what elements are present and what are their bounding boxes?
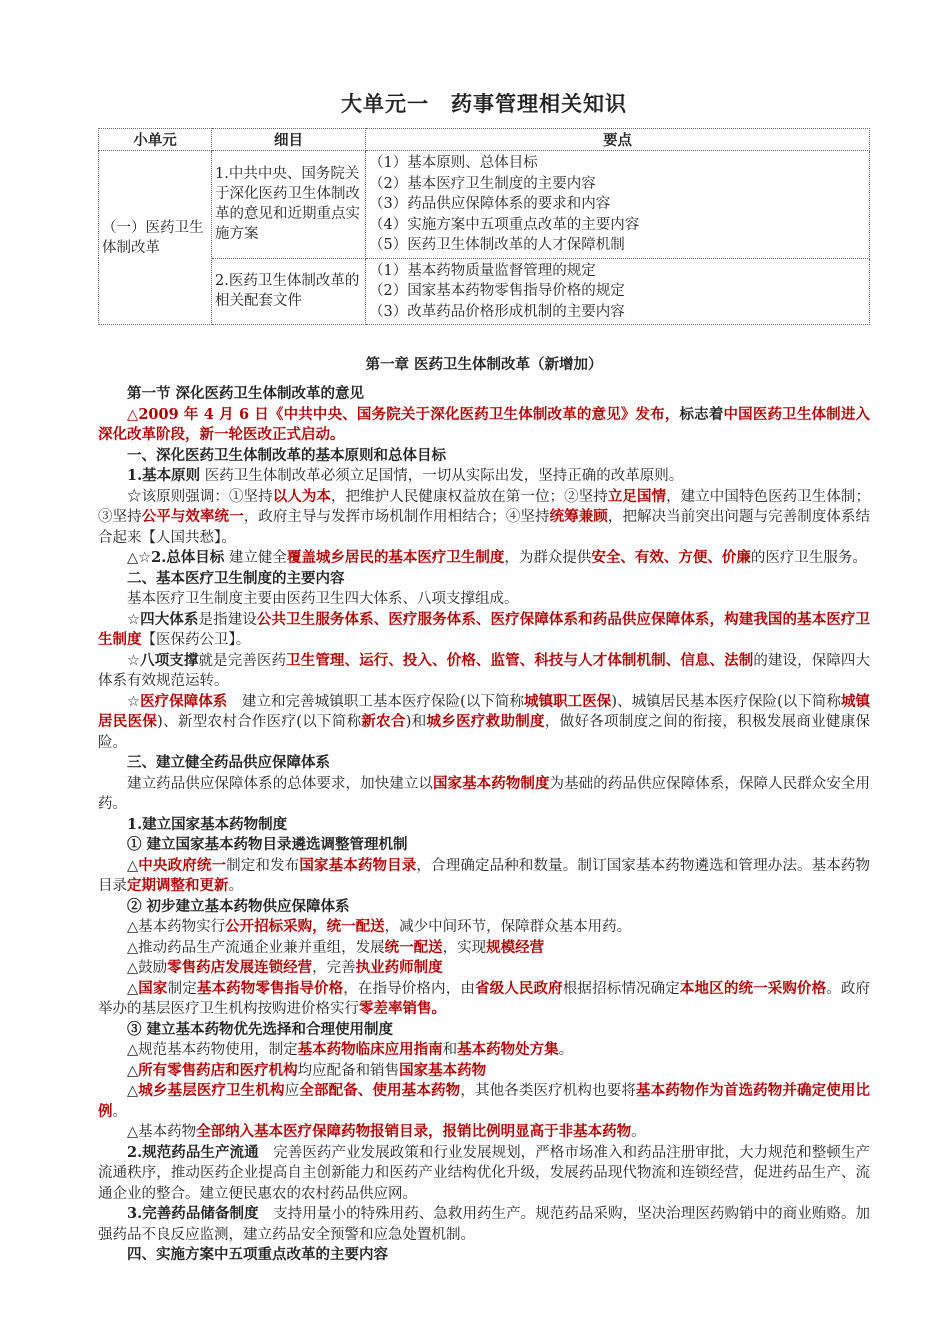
subheading: ① 建立国家基本药物目录遴选调整管理机制 xyxy=(127,836,408,853)
highlight: 零售药店发展连锁经营 xyxy=(167,959,313,976)
text: 制定和发布 xyxy=(226,857,300,874)
paragraph xyxy=(98,1040,870,1061)
label: 1.基本原则 xyxy=(127,467,201,484)
text: 建立和完善城镇职工基本医疗保险(以下简称 xyxy=(227,693,525,710)
paragraph xyxy=(98,466,870,487)
highlight: 国家基本药物 xyxy=(399,1061,487,1079)
paragraph xyxy=(98,1061,870,1082)
paragraph xyxy=(98,1122,870,1143)
text: 和 xyxy=(442,1042,458,1058)
paragraph xyxy=(98,487,870,549)
paragraph xyxy=(98,610,870,651)
text: )、城镇居民基本医疗保险(以下简称 xyxy=(611,693,841,710)
text: 标志着 xyxy=(679,405,724,423)
text: ，合理确定品种和数量。制订国家基本药物遴选和管理办法。基本药物目录 xyxy=(98,857,871,894)
text: ☆ xyxy=(127,693,141,710)
list-item: （1）基本药物质量监督管理的规定 xyxy=(369,262,596,279)
subheading: ② 初步建立基本药物供应保障体系 xyxy=(127,897,350,915)
paragraph xyxy=(98,1081,870,1122)
text: ☆ xyxy=(127,652,141,669)
heading-4: 四、实施方案中五项重点改革的主要内容 xyxy=(127,1246,388,1263)
list-item: （3）改革药品价格形成机制的主要内容 xyxy=(369,303,625,320)
highlight: 卫生管理、运行、投入、价格、监管、科技与人才体制机制、信息、法制 xyxy=(286,651,754,669)
chapter-body xyxy=(98,384,870,1266)
highlight: 国家基本药物制度 xyxy=(432,774,550,792)
subheading: ③ 建立基本药物优先选择和合理使用制度 xyxy=(127,1020,394,1038)
text: △☆ xyxy=(127,550,152,566)
highlight: 城乡医疗救助制度 xyxy=(426,713,545,730)
text: 。 xyxy=(228,878,243,894)
highlight: 零差率销售。 xyxy=(359,1000,446,1017)
paragraph xyxy=(98,938,870,959)
highlight: 基本药物处方集 xyxy=(457,1041,559,1058)
highlight: 本地区的统一采购价格 xyxy=(679,979,827,997)
highlight: 公开招标采购，统一配送 xyxy=(225,918,385,935)
text: ，减少中间环节，保障群众基本用药。 xyxy=(384,919,632,935)
unit-cell: （一）医药卫生体制改革 xyxy=(99,151,212,325)
highlight: 医疗保障体系 xyxy=(140,692,228,710)
text: 。政府举办的基层医疗卫生机构按购进价格实行 xyxy=(98,980,871,1017)
text: 应 xyxy=(284,1083,300,1099)
highlight: 国家 xyxy=(138,979,168,997)
text: ，为群众提供 xyxy=(504,550,592,566)
text: 建立健全 xyxy=(224,550,287,566)
text: 支持用量小的特殊用药、急救用药生产。规范药品采购，坚决治理医药购销中的商业贿赂。加强药品不良反应监测，建立药品安全预警和应急处置机制。 xyxy=(98,1206,870,1243)
list-item: （3）药品供应保障体系的要求和内容 xyxy=(369,196,611,212)
text: ，完善 xyxy=(312,960,356,976)
text: )、新型农村合作医疗(以下简称 xyxy=(157,714,362,730)
highlight: 定期调整和更新 xyxy=(127,877,229,894)
text: 。 xyxy=(112,1103,127,1120)
page-title: 大单元一 药事管理相关知识 xyxy=(341,91,627,116)
col-header-item: 细目 xyxy=(212,129,366,151)
text: ，实现 xyxy=(442,939,487,956)
text: 为基础的药品供应保障体系，保障人民群众安全用药。 xyxy=(98,775,870,812)
text: ☆ xyxy=(127,611,141,628)
heading-3: 三、建立健全药品供应保障体系 xyxy=(127,754,330,771)
paragraph xyxy=(98,856,870,897)
label: 3.完善药品储备制度 xyxy=(127,1205,259,1222)
chapter-title: 第一章 医药卫生体制改革（新增加） xyxy=(365,356,603,373)
section-heading: 第一节 深化医药卫生体制改革的意见 xyxy=(127,385,365,402)
text: ，建立中国特色医药卫生体制；③坚持 xyxy=(98,488,871,525)
text: 的医疗卫生服务。 xyxy=(750,550,867,566)
highlight: 中央政府统一 xyxy=(138,856,227,874)
paragraph xyxy=(98,917,870,938)
paragraph xyxy=(98,774,870,815)
highlight: 城镇居民医保 xyxy=(98,692,871,730)
highlight: 所有零售药店和医疗机构 xyxy=(138,1061,298,1079)
paragraph xyxy=(98,651,870,692)
label: 2.总体目标 xyxy=(151,549,225,566)
text: 建立药品供应保障体系的总体要求，加快建立以 xyxy=(127,775,433,792)
points-cell xyxy=(366,151,870,259)
text: ，在指导价格内，由 xyxy=(343,980,475,997)
highlight: 安全、有效、方便、价廉 xyxy=(591,549,751,566)
table-row xyxy=(99,151,870,259)
text: △鼓励 xyxy=(127,960,168,976)
text: 根据招标情况确定 xyxy=(562,980,680,997)
col-header-unit: 小单元 xyxy=(99,129,212,151)
label: 2.规范药品生产流通 xyxy=(127,1143,259,1161)
highlight: 执业药师制度 xyxy=(355,959,443,976)
highlight: 全部配备、使用基本药物 xyxy=(299,1082,461,1099)
table-row xyxy=(99,258,870,325)
highlight: 统筹兼顾 xyxy=(549,508,608,525)
text: 制定 xyxy=(167,980,197,997)
highlight: 城镇职工医保 xyxy=(524,692,612,710)
highlight: 城乡基层医疗卫生机构 xyxy=(138,1082,285,1099)
text: )和 xyxy=(405,714,427,730)
text: 医药卫生体制改革必须立足国情，一切从实际出发，坚持正确的改革原则。 xyxy=(200,468,684,484)
text: △基本药物实行 xyxy=(127,919,226,935)
list-item: （2）国家基本药物零售指导价格的规定 xyxy=(369,283,625,299)
text: 的建设，保障四大体系有效规范运转。 xyxy=(98,652,871,689)
syllabus-table xyxy=(98,128,870,325)
highlight: 基本药物作为首选药物并确定使用比例 xyxy=(98,1082,871,1120)
item-cell: 2.医药卫生体制改革的相关配套文件 xyxy=(212,258,366,325)
text: 均应配备和销售 xyxy=(297,1062,400,1079)
paragraph xyxy=(98,958,870,979)
highlight: 国家基本药物目录 xyxy=(299,856,417,874)
text: ☆该原则强调：①坚持 xyxy=(127,488,273,505)
label: 八项支撑 xyxy=(140,651,199,669)
text: 。 xyxy=(558,1042,574,1058)
highlight: 基本药物临床应用指南 xyxy=(297,1041,443,1058)
label: 四大体系 xyxy=(140,610,199,628)
text: 【医保药公卫】。 xyxy=(141,632,251,648)
highlight: 覆盖城乡居民的基本医疗卫生制度 xyxy=(286,549,505,566)
highlight: 公平与效率统一 xyxy=(141,508,244,525)
paragraph-intro xyxy=(98,405,870,446)
text: 完善医药产业发展政策和行业发展规划，严格市场准入和药品注册审批，大力规范和整顿生产流通秩序，推动医药企业提高自主创新能力和医药产业结构优化升级，发展药品现代物流和连锁经营，促进药品生产、流通企业的整合。建立便民惠农的农村药品供应网。 xyxy=(98,1144,870,1202)
highlight: 全部纳入基本医疗保障药物报销目录，报销比例明显高于非基本药物 xyxy=(196,1123,632,1140)
highlight: 以人为本 xyxy=(272,487,331,505)
text: △基本药物 xyxy=(127,1124,197,1140)
text: △ xyxy=(127,1062,139,1079)
subheading: 1.建立国家基本药物制度 xyxy=(127,815,288,833)
paragraph xyxy=(98,692,870,754)
text: ，政府主导与发挥市场机制作用相结合；④坚持 xyxy=(243,509,550,525)
list-item: （2）基本医疗卫生制度的主要内容 xyxy=(369,175,596,192)
list-item: （5）医药卫生体制改革的人才保障机制 xyxy=(369,237,625,253)
highlight: 规模经营 xyxy=(486,938,545,956)
text: △ xyxy=(127,857,139,874)
highlight: 新农合 xyxy=(361,713,406,730)
text: 是指建设 xyxy=(198,611,257,628)
text: 就是完善医药 xyxy=(198,652,287,669)
text: △ xyxy=(127,1083,139,1099)
text: ，做好各项制度之间的衔接，积极发展商业健康保险。 xyxy=(98,714,870,751)
highlight: 立足国情 xyxy=(607,487,667,505)
text: 。 xyxy=(631,1124,646,1140)
paragraph: 基本医疗卫生制度主要由医药卫生四大体系、八项支撑组成。 xyxy=(127,591,519,607)
col-header-points: 要点 xyxy=(366,129,870,151)
heading-2: 二、基本医疗卫生制度的主要内容 xyxy=(127,569,345,587)
highlight: △2009 年 4 月 6 日《中共中央、国务院关于深化医药卫生体制改革的意见》发布， xyxy=(127,405,680,423)
table-header-row xyxy=(99,129,870,151)
highlight: 省级人民政府 xyxy=(474,979,563,997)
paragraph xyxy=(98,548,870,569)
highlight: 基本药物零售指导价格 xyxy=(196,979,344,997)
highlight: 中国医药卫生体制进入深化改革阶段，新一轮医改正式启动。 xyxy=(98,405,870,443)
document-page xyxy=(98,80,870,1266)
paragraph xyxy=(98,1143,870,1205)
heading-1: 一、深化医药卫生体制改革的基本原则和总体目标 xyxy=(127,446,446,464)
points-cell xyxy=(366,258,870,325)
text: ，把解决当前突出问题与完善制度体系结合起来【人国共愁】。 xyxy=(98,509,871,546)
highlight: 统一配送 xyxy=(384,938,443,956)
text: △推动药品生产流通企业兼并重组，发展 xyxy=(127,939,385,956)
item-cell: 1.中共中央、国务院关于深化医药卫生体制改革的意见和近期重点实施方案 xyxy=(212,151,366,259)
text: ，把维护人民健康权益放在第一位；②坚持 xyxy=(330,488,608,505)
list-item: （4）实施方案中五项重点改革的主要内容 xyxy=(369,216,640,233)
highlight: 公共卫生服务体系、医疗服务体系、医疗保障体系和药品供应保障体系，构建我国的基本医疗卫生制度 xyxy=(98,610,871,648)
text: △规范基本药物使用，制定 xyxy=(127,1042,298,1058)
text: ，其他各类医疗机构也要将 xyxy=(460,1083,636,1099)
paragraph xyxy=(98,979,870,1020)
text: △ xyxy=(127,980,139,997)
list-item: （1）基本原则、总体目标 xyxy=(369,155,538,171)
paragraph xyxy=(98,1204,870,1245)
